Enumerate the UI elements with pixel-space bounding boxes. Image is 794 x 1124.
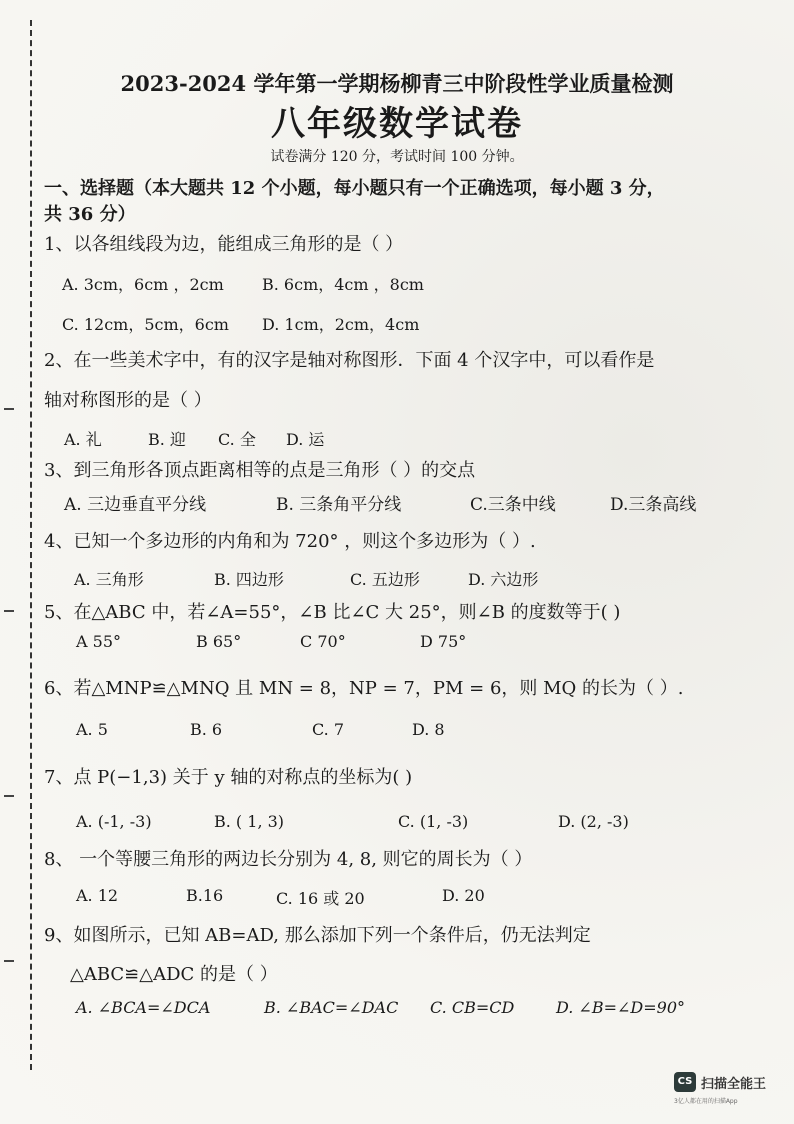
question-8-option-a: A. 12	[76, 886, 119, 905]
question-8-stem: 8、 一个等腰三角形的两边长分别为 4, 8, 则它的周长为（ ）	[44, 849, 533, 870]
question-5-option-b: B 65°	[196, 632, 242, 651]
question-2-option-b: B. 迎	[148, 430, 186, 449]
question-9-option-d: D. ∠B=∠D=90°	[556, 998, 685, 1017]
question-2-option-a: A. 礼	[64, 430, 102, 449]
question-1-option-b: B. 6cm，4cm ，8cm	[262, 275, 424, 294]
question-9-stem: 9、如图所示，已知 AB=AD, 那么添加下列一个条件后，仍无法判定	[44, 925, 591, 946]
exam-subject-title: 八年级数学试卷	[271, 104, 523, 144]
section-heading: 一、选择题（本大题共 12 个小题，每小题只有一个正确选项，每小题 3 分，	[44, 178, 665, 199]
question-7-option-a: A. (-1, -3)	[76, 812, 152, 831]
question-6-option-b: B. 6	[190, 720, 223, 739]
question-8-option-d: D. 20	[442, 886, 485, 905]
question-5-option-c: C 70°	[300, 632, 346, 651]
watermark-slogan: 3亿人都在用的扫描App	[674, 1098, 738, 1105]
margin-tick	[4, 408, 14, 410]
question-4-option-d: D. 六边形	[468, 570, 539, 589]
question-8-option-c: C. 16 或 20	[276, 889, 365, 908]
question-1-option-d: D. 1cm，2cm，4cm	[262, 315, 420, 334]
question-3-option-c: C.三条中线	[470, 495, 556, 515]
question-7-option-b: B. ( 1, 3)	[214, 812, 285, 831]
watermark-app-name: 扫描全能王	[701, 1077, 767, 1092]
question-7-option-c: C. (1, -3)	[398, 812, 469, 831]
question-6-option-d: D. 8	[412, 720, 445, 739]
question-2-option-c: C. 全	[218, 430, 256, 449]
question-2-stem: 2、在一些美术字中，有的汉字是轴对称图形．下面 4 个汉字中，可以看作是	[44, 350, 655, 371]
question-4-option-c: C. 五边形	[350, 570, 420, 589]
question-5-stem: 5、在△ABC 中，若∠A=55°，∠B 比∠C 大 25°，则∠B 的度数等于( )	[44, 602, 621, 623]
question-4-stem: 4、已知一个多边形的内角和为 720° ，则这个多边形为（ ）.	[44, 531, 536, 552]
question-9-option-a: A. ∠BCA=∠DCA	[76, 998, 211, 1017]
question-5-option-a: A 55°	[76, 632, 121, 651]
binding-margin-line	[30, 20, 32, 1070]
question-6-option-a: A. 5	[76, 720, 108, 739]
question-2-stem-cont: 轴对称图形的是（ ）	[44, 390, 212, 411]
question-9-option-b: B. ∠BAC=∠DAC	[264, 998, 399, 1017]
question-4-option-b: B. 四边形	[214, 570, 284, 589]
question-1-option-c: C. 12cm，5cm，6cm	[62, 315, 229, 334]
margin-tick	[4, 610, 14, 612]
question-3-stem: 3、到三角形各顶点距离相等的点是三角形（ ）的交点	[44, 460, 476, 481]
question-7-option-d: D. (2, -3)	[558, 812, 629, 831]
scanner-watermark	[674, 1070, 784, 1110]
question-7-stem: 7、点 P(−1,3) 关于 y 轴的对称点的坐标为( )	[44, 767, 413, 788]
question-3-option-a: A. 三边垂直平分线	[64, 495, 207, 515]
margin-tick	[4, 960, 14, 962]
question-6-stem: 6、若△MNP≌△MNQ 且 MN = 8，NP = 7，PM = 6，则 MQ 的长为（ ）.	[44, 678, 684, 699]
question-4-option-a: A. 三角形	[74, 570, 144, 589]
question-3-option-b: B. 三条角平分线	[276, 495, 402, 515]
exam-title: 2023-2024 学年第一学期杨柳青三中阶段性学业质量检测	[120, 71, 674, 96]
question-8-option-b: B.16	[186, 886, 224, 905]
camscanner-logo-icon: CS	[674, 1072, 696, 1092]
question-1-option-a: A. 3cm，6cm ，2cm	[62, 275, 224, 294]
question-3-option-d: D.三条高线	[610, 495, 697, 515]
question-5-option-d: D 75°	[420, 632, 467, 651]
question-6-option-c: C. 7	[312, 720, 345, 739]
question-1-stem: 1、以各组线段为边，能组成三角形的是（ ）	[44, 234, 404, 255]
section-heading-cont: 共 36 分）	[44, 204, 136, 225]
margin-tick	[4, 795, 14, 797]
exam-info: 试卷满分 120 分，考试时间 100 分钟。	[270, 149, 524, 165]
question-9-stem-cont: △ABC≌△ADC 的是（ ）	[70, 964, 278, 985]
question-2-option-d: D. 运	[286, 430, 325, 449]
question-9-option-c: C. CB=CD	[430, 998, 515, 1017]
